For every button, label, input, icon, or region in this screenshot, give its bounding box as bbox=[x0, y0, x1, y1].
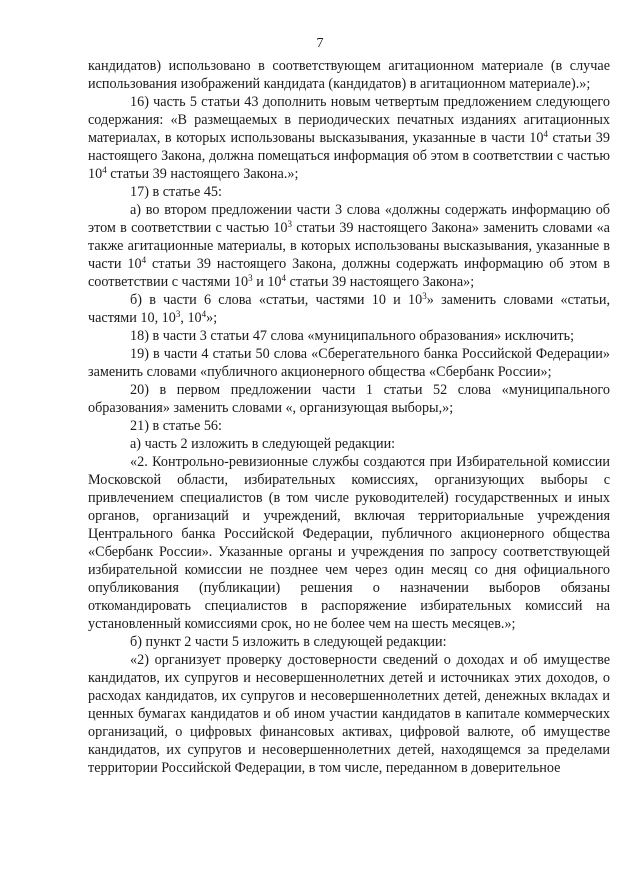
paragraph bbox=[88, 201, 610, 291]
superscript: 4 bbox=[201, 309, 207, 319]
text-run: 20) в первом предложении части 1 статьи 52 слова «муниципального образования» заменить словами «, организующая выборы,»; bbox=[88, 382, 610, 416]
paragraph bbox=[88, 57, 610, 93]
text-run: 21) в статье 56: bbox=[130, 418, 222, 434]
paragraph bbox=[88, 291, 610, 327]
text-run: статьи 39 настоящего Закона» заменить словами «а также агитационные материалы, в которых использованы высказывания, указанные в части 10 bbox=[88, 220, 610, 272]
text-run: б) пункт 2 части 5 изложить в следующей редакции: bbox=[130, 634, 447, 650]
paragraph bbox=[88, 345, 610, 381]
text-run: »; bbox=[206, 310, 218, 326]
text-run: » заменить словами «статьи, частями 10, 10 bbox=[88, 292, 610, 326]
paragraph bbox=[88, 327, 610, 345]
text-run: 17) в статье 45: bbox=[130, 184, 222, 200]
page-number: 7 bbox=[316, 36, 324, 51]
paragraph bbox=[88, 417, 610, 435]
paragraph bbox=[88, 633, 610, 651]
text-run: статьи 39 настоящего Закона, должны содержать информацию об этом в соответствии с частями 10 bbox=[88, 256, 610, 290]
text-run: кандидатов) использовано в соответствующем агитационном материале (в случае использования изображений кандидата (кандидатов) в агитационном материале).»; bbox=[88, 58, 610, 92]
superscript: 3 bbox=[287, 219, 292, 229]
text-run: 19) в части 4 статьи 50 слова «Сберегательного банка Российской Федерации» заменить словами «публичного акционерного общества «Сбербанк России»; bbox=[88, 346, 610, 380]
superscript: 3 bbox=[422, 291, 427, 301]
text-run: 18) в части 3 статьи 47 слова «муниципального образования» исключить; bbox=[130, 328, 575, 344]
text-run: а) во втором предложении части 3 слова «должны содержать информацию об этом в соответствии с частью 10 bbox=[88, 202, 610, 236]
text-run: , 10 bbox=[180, 310, 202, 326]
paragraph bbox=[88, 453, 610, 633]
paragraph bbox=[88, 435, 610, 453]
superscript: 4 bbox=[281, 273, 287, 283]
text-run: а) часть 2 изложить в следующей редакции: bbox=[130, 436, 396, 452]
superscript: 3 bbox=[175, 309, 181, 319]
paragraph bbox=[88, 381, 610, 417]
superscript: 3 bbox=[248, 273, 253, 283]
text-run: статьи 39 настоящего Закона»; bbox=[286, 274, 475, 290]
text-run: 16) часть 5 статьи 43 дополнить новым четвертым предложением следующего содержания: «В размещаемых в периодических печатных изданиях агитационных материалах, в которых использованы высказывания, указанные в части 10 bbox=[88, 94, 610, 146]
superscript: 4 bbox=[102, 165, 107, 175]
document-body bbox=[88, 57, 610, 777]
paragraph bbox=[88, 93, 610, 183]
text-run: «2. Контрольно-ревизионные службы создаются при Избирательной комиссии Московской области, избирательных комиссиях, организующих выборы с привлечением специалистов (в том числе руководителей) государственных и иных органов, организаций и учреждений, включая территориальные учреждения Центрального банка Российской Федерации, публичного акционерного общества «Сбербанк России». Указанные органы и учреждения по запросу соответствующей избирательной комиссии не позднее чем через один месяц со дня официального опубликования (публикации) решения о назначении выборов обязаны откомандировать специалистов в распоряжение избирательных комиссий на установленный комиссиями срок, но не более чем на шесть месяцев.»; bbox=[88, 454, 610, 632]
superscript: 4 bbox=[141, 255, 147, 265]
paragraph bbox=[88, 183, 610, 201]
text-run: статьи 39 настоящего Закона.»; bbox=[106, 166, 299, 182]
text-run: и 10 bbox=[252, 274, 282, 290]
text-run: статьи 39 настоящего Закона, должна помещаться информация об этом в соответствии с частью 10 bbox=[88, 130, 610, 182]
text-run: «2) организует проверку достоверности сведений о доходах и об имуществе кандидатов, их супругов и несовершеннолетних детей и источниках этих доходов, о расходах кандидатов, их супругов и несовершеннолетних детей, денежных вкладах и ценных бумагах кандидатов и об ином участии кандидатов в капитале коммерческих организаций, о цифровых финансовых активах, цифровой валюте, об имуществе кандидатов, их супругов и несовершеннолетних детей, находящемся за пределами территории Российской Федерации, в том числе, переданном в доверительное bbox=[88, 652, 610, 776]
text-run: б) в части 6 слова «статьи, частями 10 и 10 bbox=[130, 292, 423, 308]
superscript: 4 bbox=[543, 129, 548, 139]
paragraph bbox=[88, 651, 610, 777]
